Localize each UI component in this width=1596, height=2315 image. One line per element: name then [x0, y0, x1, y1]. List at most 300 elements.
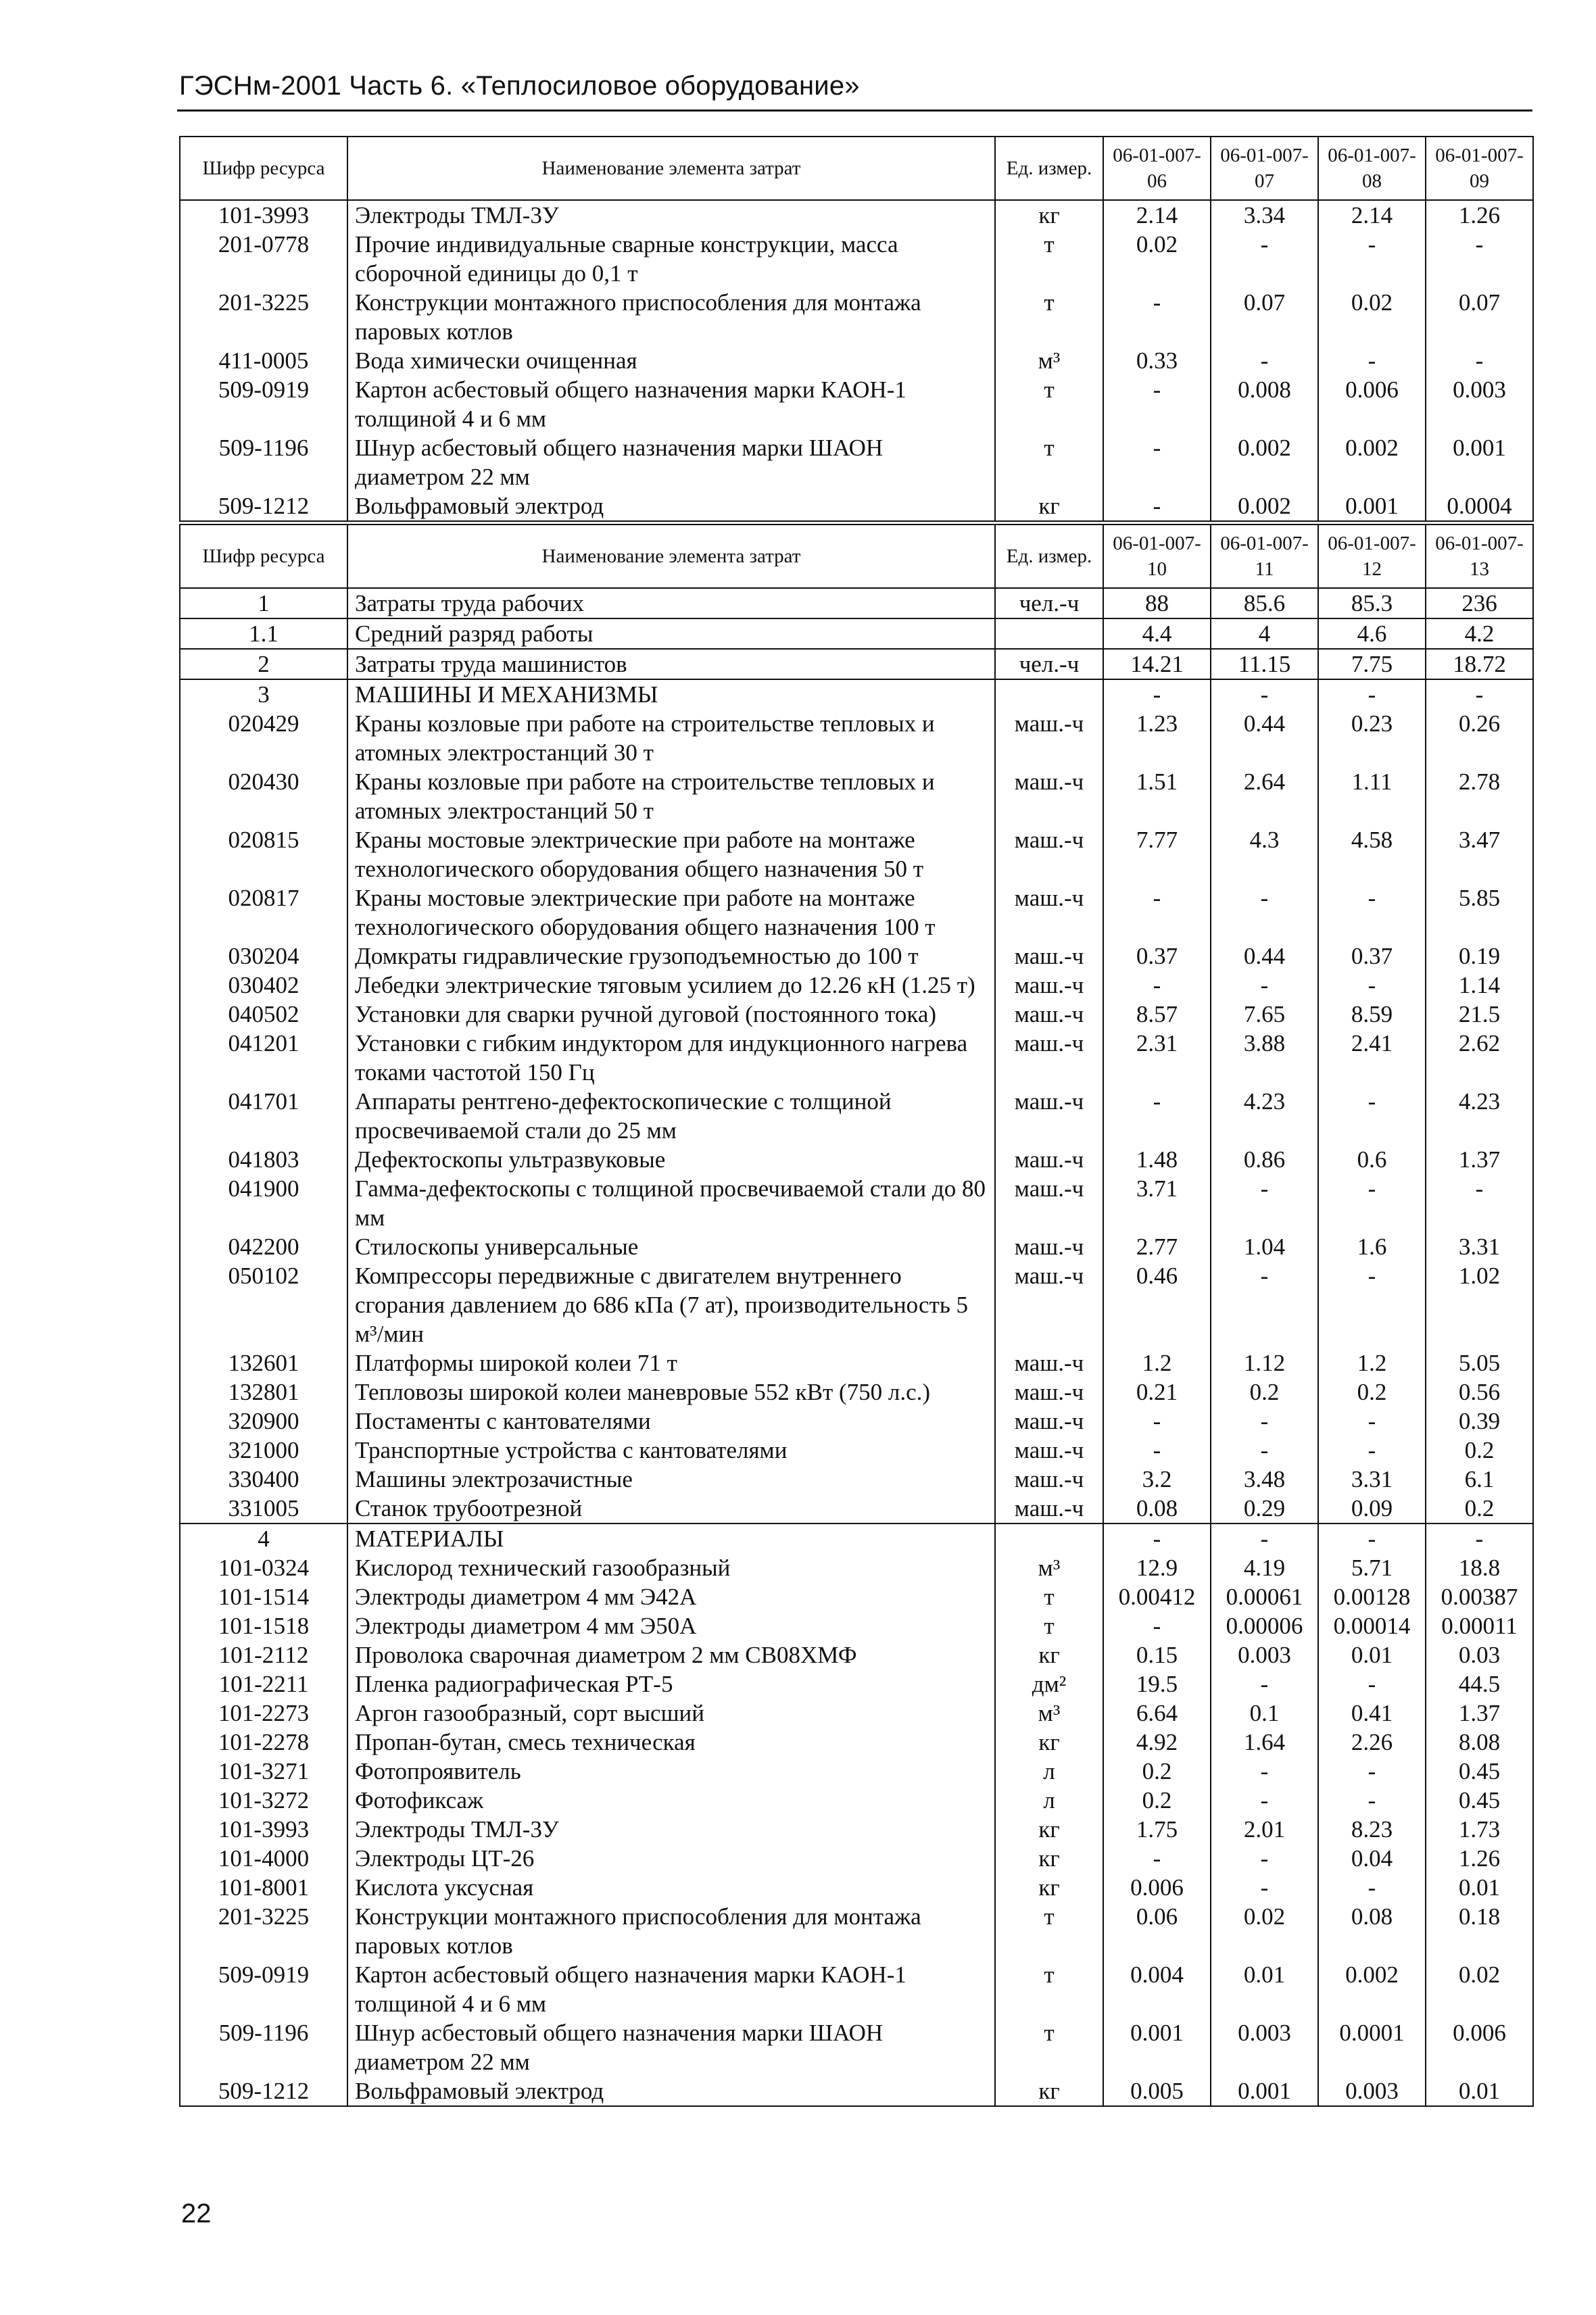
value-cell: 0.004: [1103, 1960, 1211, 2018]
value-cell: -: [1211, 679, 1318, 709]
value-cell: 8.23: [1318, 1815, 1426, 1844]
value-cell: 0.00387: [1426, 1582, 1533, 1611]
resource-name-cell: Картон асбестовый общего назначения марки КАОН-1 толщиной 4 и 6 мм: [347, 375, 995, 433]
resource-code-cell: 411-0005: [180, 346, 347, 375]
value-cell: 1.23: [1103, 709, 1211, 767]
table-row: [180, 1407, 1533, 1436]
value-cell: 3.34: [1211, 200, 1318, 230]
value-cell: 0.01: [1426, 2076, 1533, 2106]
unit-cell: [995, 618, 1103, 649]
table-row: [180, 588, 1533, 618]
value-cell: 85.6: [1211, 588, 1318, 618]
value-cell: 0.01: [1211, 1960, 1318, 2018]
table-row: [180, 1640, 1533, 1670]
value-cell: 236: [1426, 588, 1533, 618]
table-row: [180, 1873, 1533, 1902]
resource-name-cell: Прочие индивидуальные сварные конструкции, масса сборочной единицы до 0,1 т: [347, 230, 995, 288]
col-header-norm-4: 06-01-007-13: [1426, 525, 1533, 588]
resource-code-cell: 201-3225: [180, 288, 347, 346]
resource-name-cell: Лебедки электрические тяговым усилием до 12.26 кН (1.25 т): [347, 971, 995, 1000]
value-cell: 0.02: [1426, 1960, 1533, 2018]
value-cell: 1.04: [1211, 1232, 1318, 1261]
value-cell: -: [1426, 1524, 1533, 1553]
value-cell: 1.02: [1426, 1261, 1533, 1348]
value-cell: 0.0001: [1318, 2018, 1426, 2076]
value-cell: -: [1103, 1436, 1211, 1465]
value-cell: 0.003: [1318, 2076, 1426, 2106]
value-cell: -: [1426, 1174, 1533, 1232]
resource-code-cell: 041201: [180, 1029, 347, 1087]
value-cell: 0.003: [1211, 2018, 1318, 2076]
value-cell: 0.00128: [1318, 1582, 1426, 1611]
resource-name-cell: Вольфрамовый электрод: [347, 491, 995, 521]
value-cell: 0.02: [1103, 230, 1211, 288]
value-cell: 0.2: [1426, 1436, 1533, 1465]
value-cell: 0.00014: [1318, 1611, 1426, 1640]
resource-name-cell: Аргон газообразный, сорт высший: [347, 1699, 995, 1728]
value-cell: 11.15: [1211, 649, 1318, 679]
table-row: [180, 1348, 1533, 1378]
resource-code-cell: 030204: [180, 942, 347, 971]
value-cell: 18.8: [1426, 1553, 1533, 1582]
value-cell: 4.23: [1211, 1087, 1318, 1145]
table-row: [180, 1728, 1533, 1757]
value-cell: 0.2: [1103, 1757, 1211, 1786]
value-cell: -: [1103, 883, 1211, 942]
resource-code-cell: 101-4000: [180, 1844, 347, 1873]
resource-name-cell: Аппараты рентгено-дефектоскопические с толщиной просвечиваемой стали до 25 мм: [347, 1087, 995, 1145]
value-cell: -: [1318, 346, 1426, 375]
resource-code-cell: 041803: [180, 1145, 347, 1174]
value-cell: -: [1211, 230, 1318, 288]
resource-code-cell: 2: [180, 649, 347, 679]
table-row: [180, 230, 1533, 288]
value-cell: -: [1103, 491, 1211, 521]
resource-code-cell: 132801: [180, 1378, 347, 1407]
table-row: [180, 288, 1533, 346]
resource-name-cell: Вольфрамовый электрод: [347, 2076, 995, 2106]
resource-name-cell: Постаменты с кантователями: [347, 1407, 995, 1436]
table-row: [180, 1087, 1533, 1145]
resource-code-cell: 509-1212: [180, 491, 347, 521]
value-cell: -: [1318, 1436, 1426, 1465]
value-cell: 0.002: [1211, 433, 1318, 491]
value-cell: 18.72: [1426, 649, 1533, 679]
value-cell: 21.5: [1426, 1000, 1533, 1029]
value-cell: 0.39: [1426, 1407, 1533, 1436]
value-cell: 3.88: [1211, 1029, 1318, 1087]
unit-cell: кг: [995, 2076, 1103, 2106]
value-cell: -: [1318, 1873, 1426, 1902]
table-row: [180, 200, 1533, 230]
value-cell: -: [1211, 883, 1318, 942]
value-cell: 1.26: [1426, 200, 1533, 230]
value-cell: -: [1211, 1844, 1318, 1873]
resource-code-cell: 320900: [180, 1407, 347, 1436]
unit-cell: м³: [995, 1553, 1103, 1582]
table-row: [180, 1757, 1533, 1786]
resource-code-cell: 3: [180, 679, 347, 709]
value-cell: -: [1103, 1087, 1211, 1145]
resource-code-cell: 509-0919: [180, 1960, 347, 2018]
resource-code-cell: 509-0919: [180, 375, 347, 433]
value-cell: 4.58: [1318, 825, 1426, 883]
resource-code-cell: 101-2273: [180, 1699, 347, 1728]
resource-name-cell: Транспортные устройства с кантователями: [347, 1436, 995, 1465]
unit-cell: маш.-ч: [995, 883, 1103, 942]
value-cell: 2.26: [1318, 1728, 1426, 1757]
col-header-name: Наименование элемента затрат: [347, 137, 995, 200]
value-cell: -: [1103, 679, 1211, 709]
unit-cell: л: [995, 1786, 1103, 1815]
value-cell: 0.04: [1318, 1844, 1426, 1873]
unit-cell: т: [995, 1902, 1103, 1960]
value-cell: 0.2: [1103, 1786, 1211, 1815]
resource-code-cell: 331005: [180, 1494, 347, 1524]
value-cell: -: [1211, 1436, 1318, 1465]
value-cell: 0.03: [1426, 1640, 1533, 1670]
value-cell: 2.41: [1318, 1029, 1426, 1087]
value-cell: 0.2: [1426, 1494, 1533, 1524]
value-cell: 14.21: [1103, 649, 1211, 679]
unit-cell: [995, 1524, 1103, 1553]
col-header-norm-4: 06-01-007-09: [1426, 137, 1533, 200]
value-cell: 2.64: [1211, 767, 1318, 825]
value-cell: 0.00412: [1103, 1582, 1211, 1611]
value-cell: 1.75: [1103, 1815, 1211, 1844]
value-cell: -: [1103, 288, 1211, 346]
unit-cell: чел.-ч: [995, 649, 1103, 679]
value-cell: 4.6: [1318, 618, 1426, 649]
resource-name-cell: Станок трубоотрезной: [347, 1494, 995, 1524]
unit-cell: дм²: [995, 1670, 1103, 1699]
resource-name-cell: Пропан-бутан, смесь техническая: [347, 1728, 995, 1757]
resource-name-cell: Установки с гибким индуктором для индукционного нагрева токами частотой 150 Гц: [347, 1029, 995, 1087]
value-cell: 1.2: [1103, 1348, 1211, 1378]
value-cell: -: [1318, 1407, 1426, 1436]
value-cell: 0.45: [1426, 1757, 1533, 1786]
value-cell: 0.001: [1211, 2076, 1318, 2106]
value-cell: -: [1103, 1611, 1211, 1640]
table-row: [180, 767, 1533, 825]
page-number: 22: [181, 2199, 212, 2228]
table-row: [180, 679, 1533, 709]
value-cell: 2.78: [1426, 767, 1533, 825]
value-cell: 0.01: [1426, 1873, 1533, 1902]
resource-name-cell: Фотофиксаж: [347, 1786, 995, 1815]
unit-cell: чел.-ч: [995, 588, 1103, 618]
col-header-code: Шифр ресурса: [180, 525, 347, 588]
value-cell: -: [1103, 375, 1211, 433]
value-cell: 3.31: [1318, 1465, 1426, 1494]
unit-cell: маш.-ч: [995, 1145, 1103, 1174]
value-cell: 0.06: [1103, 1902, 1211, 1960]
unit-cell: маш.-ч: [995, 1174, 1103, 1232]
unit-cell: т: [995, 1611, 1103, 1640]
table-row: [180, 491, 1533, 521]
table-row: [180, 433, 1533, 491]
value-cell: 0.45: [1426, 1786, 1533, 1815]
value-cell: 1.26: [1426, 1844, 1533, 1873]
value-cell: 4.2: [1426, 618, 1533, 649]
value-cell: -: [1318, 1261, 1426, 1348]
resource-table-2: [179, 524, 1534, 2107]
table-row: [180, 2076, 1533, 2106]
value-cell: 2.77: [1103, 1232, 1211, 1261]
value-cell: 0.006: [1103, 1873, 1211, 1902]
col-header-norm-1: 06-01-007-06: [1103, 137, 1211, 200]
value-cell: -: [1426, 230, 1533, 288]
value-cell: -: [1318, 1786, 1426, 1815]
unit-cell: маш.-ч: [995, 1494, 1103, 1524]
unit-cell: т: [995, 230, 1103, 288]
value-cell: 0.44: [1211, 942, 1318, 971]
value-cell: 0.006: [1426, 2018, 1533, 2076]
resource-code-cell: 132601: [180, 1348, 347, 1378]
value-cell: 0.0004: [1426, 491, 1533, 521]
resource-code-cell: 101-0324: [180, 1553, 347, 1582]
value-cell: 8.59: [1318, 1000, 1426, 1029]
value-cell: -: [1103, 1844, 1211, 1873]
value-cell: 3.71: [1103, 1174, 1211, 1232]
value-cell: 2.62: [1426, 1029, 1533, 1087]
header-rule: [177, 109, 1532, 112]
value-cell: 0.09: [1318, 1494, 1426, 1524]
unit-cell: маш.-ч: [995, 1232, 1103, 1261]
value-cell: -: [1211, 1786, 1318, 1815]
value-cell: 0.23: [1318, 709, 1426, 767]
table-row: [180, 1145, 1533, 1174]
col-header-code: Шифр ресурса: [180, 137, 347, 200]
resource-name-cell: Электроды диаметром 4 мм Э50А: [347, 1611, 995, 1640]
table-row: [180, 825, 1533, 883]
value-cell: 1.12: [1211, 1348, 1318, 1378]
table-row: [180, 1436, 1533, 1465]
resource-name-cell: Электроды ЦТ-26: [347, 1844, 995, 1873]
resource-code-cell: 020430: [180, 767, 347, 825]
resource-code-cell: 101-3272: [180, 1786, 347, 1815]
table-row: [180, 971, 1533, 1000]
value-cell: 0.56: [1426, 1378, 1533, 1407]
value-cell: 8.08: [1426, 1728, 1533, 1757]
value-cell: 2.14: [1103, 200, 1211, 230]
resource-name-cell: Платформы широкой колеи 71 т: [347, 1348, 995, 1378]
col-header-unit: Ед. измер.: [995, 525, 1103, 588]
resource-code-cell: 1.1: [180, 618, 347, 649]
unit-cell: кг: [995, 491, 1103, 521]
unit-cell: маш.-ч: [995, 971, 1103, 1000]
table-row: [180, 1494, 1533, 1524]
value-cell: 6.1: [1426, 1465, 1533, 1494]
value-cell: 0.003: [1211, 1640, 1318, 1670]
value-cell: 2.01: [1211, 1815, 1318, 1844]
value-cell: 0.008: [1211, 375, 1318, 433]
resource-name-cell: Электроды ТМЛ-3У: [347, 200, 995, 230]
value-cell: 4: [1211, 618, 1318, 649]
value-cell: 7.77: [1103, 825, 1211, 883]
value-cell: 0.2: [1318, 1378, 1426, 1407]
table-row: [180, 942, 1533, 971]
resource-name-cell: Стилоскопы универсальные: [347, 1232, 995, 1261]
value-cell: 0.08: [1103, 1494, 1211, 1524]
value-cell: -: [1211, 1757, 1318, 1786]
value-cell: 1.64: [1211, 1728, 1318, 1757]
table-row: [180, 649, 1533, 679]
value-cell: 0.00011: [1426, 1611, 1533, 1640]
resource-name-cell: Компрессоры передвижные с двигателем внутреннего сгорания давлением до 686 кПа (7 ат), производительность 5 м³/мин: [347, 1261, 995, 1348]
value-cell: -: [1318, 971, 1426, 1000]
value-cell: 0.19: [1426, 942, 1533, 971]
value-cell: 0.002: [1211, 491, 1318, 521]
value-cell: 3.48: [1211, 1465, 1318, 1494]
resource-name-cell: Установки для сварки ручной дуговой (постоянного тока): [347, 1000, 995, 1029]
value-cell: 0.41: [1318, 1699, 1426, 1728]
page-header-title: ГЭСНм-2001 Часть 6. «Теплосиловое оборудование»: [179, 71, 860, 101]
value-cell: 5.71: [1318, 1553, 1426, 1582]
value-cell: -: [1103, 971, 1211, 1000]
resource-code-cell: 509-1196: [180, 433, 347, 491]
value-cell: -: [1426, 679, 1533, 709]
unit-cell: м³: [995, 346, 1103, 375]
value-cell: -: [1318, 883, 1426, 942]
col-header-unit: Ед. измер.: [995, 137, 1103, 200]
value-cell: 0.002: [1318, 1960, 1426, 2018]
value-cell: 4.19: [1211, 1553, 1318, 1582]
value-cell: 0.6: [1318, 1145, 1426, 1174]
value-cell: -: [1103, 1407, 1211, 1436]
value-cell: 0.002: [1318, 433, 1426, 491]
resource-code-cell: 101-1518: [180, 1611, 347, 1640]
value-cell: 0.1: [1211, 1699, 1318, 1728]
unit-cell: т: [995, 1960, 1103, 2018]
table-row: [180, 1261, 1533, 1348]
table-row: [180, 2018, 1533, 2076]
value-cell: 88: [1103, 588, 1211, 618]
resource-name-cell: МАТЕРИАЛЫ: [347, 1524, 995, 1553]
resource-name-cell: Фотопроявитель: [347, 1757, 995, 1786]
value-cell: 1.37: [1426, 1145, 1533, 1174]
resource-code-cell: 101-3271: [180, 1757, 347, 1786]
resource-name-cell: Вода химически очищенная: [347, 346, 995, 375]
resource-code-cell: 101-2211: [180, 1670, 347, 1699]
value-cell: 7.65: [1211, 1000, 1318, 1029]
resource-code-cell: 041701: [180, 1087, 347, 1145]
resource-code-cell: 330400: [180, 1465, 347, 1494]
table-row: [180, 1232, 1533, 1261]
unit-cell: т: [995, 2018, 1103, 2076]
resource-name-cell: Кислород технический газообразный: [347, 1553, 995, 1582]
value-cell: 0.00006: [1211, 1611, 1318, 1640]
unit-cell: маш.-ч: [995, 1000, 1103, 1029]
unit-cell: маш.-ч: [995, 1407, 1103, 1436]
value-cell: 0.08: [1318, 1902, 1426, 1960]
value-cell: 0.86: [1211, 1145, 1318, 1174]
value-cell: 85.3: [1318, 588, 1426, 618]
unit-cell: кг: [995, 1873, 1103, 1902]
unit-cell: маш.-ч: [995, 1436, 1103, 1465]
unit-cell: кг: [995, 1728, 1103, 1757]
table-row: [180, 1553, 1533, 1582]
resource-name-cell: Конструкции монтажного приспособления для монтажа паровых котлов: [347, 1902, 995, 1960]
resource-name-cell: Краны мостовые электрические при работе на монтаже технологического оборудования общего назначения 100 т: [347, 883, 995, 942]
table-row: [180, 1582, 1533, 1611]
table-row: [180, 1611, 1533, 1640]
unit-cell: маш.-ч: [995, 825, 1103, 883]
value-cell: 0.00061: [1211, 1582, 1318, 1611]
value-cell: -: [1211, 1407, 1318, 1436]
value-cell: 0.29: [1211, 1494, 1318, 1524]
table-row: [180, 618, 1533, 649]
value-cell: 0.005: [1103, 2076, 1211, 2106]
resource-name-cell: Шнур асбестовый общего назначения марки ШАОН диаметром 22 мм: [347, 2018, 995, 2076]
value-cell: 2.14: [1318, 200, 1426, 230]
resource-name-cell: Проволока сварочная диаметром 2 мм СВ08ХМФ: [347, 1640, 995, 1670]
value-cell: 0.02: [1211, 1902, 1318, 1960]
value-cell: 0.001: [1103, 2018, 1211, 2076]
value-cell: 4.23: [1426, 1087, 1533, 1145]
value-cell: 1.14: [1426, 971, 1533, 1000]
resource-code-cell: 040502: [180, 1000, 347, 1029]
value-cell: 12.9: [1103, 1553, 1211, 1582]
value-cell: -: [1211, 971, 1318, 1000]
value-cell: 0.001: [1426, 433, 1533, 491]
value-cell: 3.2: [1103, 1465, 1211, 1494]
value-cell: 1.2: [1318, 1348, 1426, 1378]
value-cell: 4.3: [1211, 825, 1318, 883]
value-cell: -: [1318, 230, 1426, 288]
table-row: [180, 1699, 1533, 1728]
resource-code-cell: 321000: [180, 1436, 347, 1465]
unit-cell: т: [995, 1582, 1103, 1611]
value-cell: 0.18: [1426, 1902, 1533, 1960]
value-cell: 44.5: [1426, 1670, 1533, 1699]
table-row: [180, 1174, 1533, 1232]
resource-name-cell: Затраты труда рабочих: [347, 588, 995, 618]
resource-code-cell: 101-1514: [180, 1582, 347, 1611]
unit-cell: кг: [995, 200, 1103, 230]
value-cell: 1.37: [1426, 1699, 1533, 1728]
unit-cell: маш.-ч: [995, 942, 1103, 971]
unit-cell: маш.-ч: [995, 1348, 1103, 1378]
resource-name-cell: Затраты труда машинистов: [347, 649, 995, 679]
col-header-norm-1: 06-01-007-10: [1103, 525, 1211, 588]
value-cell: -: [1318, 1524, 1426, 1553]
value-cell: 1.48: [1103, 1145, 1211, 1174]
resource-name-cell: Краны козловые при работе на строительстве тепловых и атомных электростанций 50 т: [347, 767, 995, 825]
table-row: [180, 1815, 1533, 1844]
resource-table-1: [179, 136, 1534, 522]
table-row: [180, 1000, 1533, 1029]
resource-name-cell: Электроды ТМЛ-3У: [347, 1815, 995, 1844]
resource-code-cell: 101-2112: [180, 1640, 347, 1670]
resource-code-cell: 101-3993: [180, 200, 347, 230]
value-cell: 0.26: [1426, 709, 1533, 767]
resource-code-cell: 101-2278: [180, 1728, 347, 1757]
value-cell: -: [1318, 1087, 1426, 1145]
value-cell: 19.5: [1103, 1670, 1211, 1699]
value-cell: 0.33: [1103, 346, 1211, 375]
value-cell: 0.001: [1318, 491, 1426, 521]
value-cell: 1.6: [1318, 1232, 1426, 1261]
table-row: [180, 1902, 1533, 1960]
resource-name-cell: Пленка радиографическая РТ-5: [347, 1670, 995, 1699]
unit-cell: т: [995, 433, 1103, 491]
table-row: [180, 1524, 1533, 1553]
resource-code-cell: 020429: [180, 709, 347, 767]
value-cell: -: [1103, 1524, 1211, 1553]
resource-code-cell: 020817: [180, 883, 347, 942]
col-header-norm-2: 06-01-007-11: [1211, 525, 1318, 588]
